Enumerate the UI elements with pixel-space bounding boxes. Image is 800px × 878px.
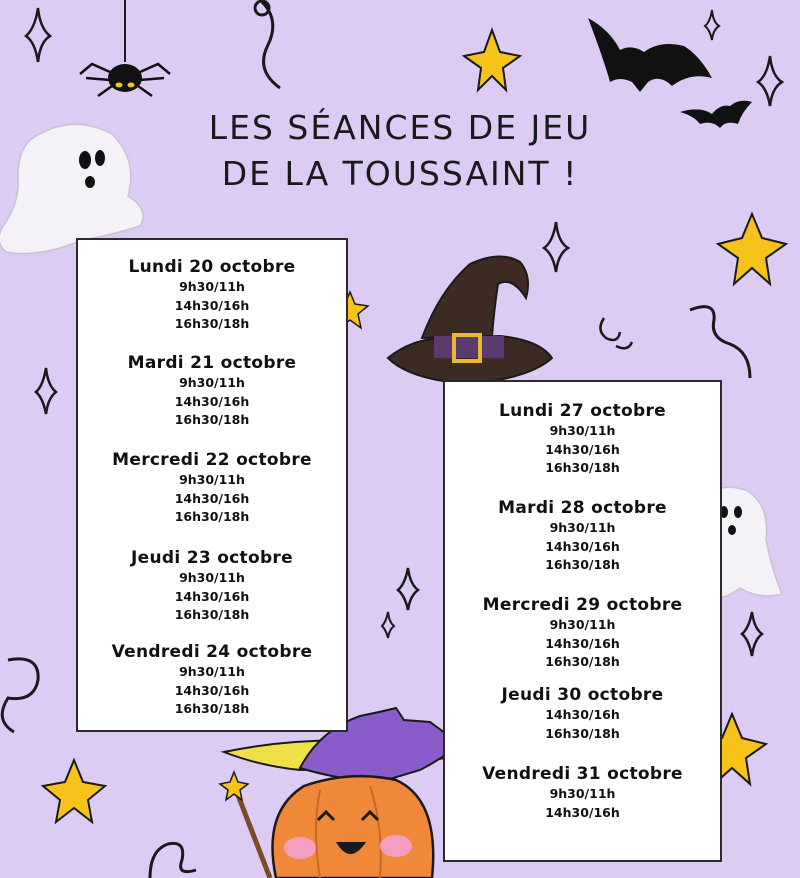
schedule-day	[445, 497, 720, 575]
time-slot: 16h30/18h	[545, 654, 620, 669]
spider-icon	[80, 0, 170, 96]
day-name: Vendredi 24 octobre	[111, 642, 313, 662]
swirl-icon	[600, 318, 632, 348]
title-line-1: LES SÉANCES DE JEU	[208, 108, 592, 147]
title-line-2: DE LA TOUSSAINT !	[221, 154, 579, 193]
sparkle-icon	[705, 10, 719, 40]
sparkle-icon	[758, 56, 782, 106]
time-slot: 16h30/18h	[174, 701, 250, 716]
time-slot: 9h30/11h	[549, 617, 616, 632]
time-slot: 14h30/16h	[174, 393, 250, 409]
sparkle-icon	[398, 568, 418, 610]
time-slot: 14h30/16h	[545, 635, 620, 651]
schedule-day	[78, 547, 346, 625]
schedule-card-week-1	[76, 238, 348, 732]
schedule-day	[445, 400, 720, 478]
star-icon	[718, 214, 786, 284]
time-slot: 16h30/18h	[545, 557, 620, 572]
time-slot: 9h30/11h	[549, 786, 616, 801]
schedule-card-week-2	[443, 380, 722, 862]
day-name: Jeudi 23 octobre	[131, 548, 293, 568]
time-slot: 14h30/16h	[174, 588, 250, 604]
day-name: Vendredi 31 octobre	[482, 764, 683, 784]
swirl-icon	[150, 843, 196, 878]
sparkle-icon	[36, 368, 56, 414]
witch-hat-icon	[388, 256, 552, 384]
time-slot: 9h30/11h	[179, 664, 245, 679]
sparkle-icon	[544, 222, 568, 272]
time-slot: 16h30/18h	[174, 316, 250, 331]
time-slot: 16h30/18h	[174, 607, 250, 622]
day-name: Mardi 28 octobre	[498, 498, 667, 518]
day-name: Lundi 27 octobre	[499, 401, 666, 421]
time-slot: 16h30/18h	[174, 412, 250, 427]
time-slot: 9h30/11h	[179, 375, 245, 390]
time-slot: 14h30/16h	[545, 441, 620, 457]
sparkle-icon	[26, 8, 50, 62]
time-slot: 9h30/11h	[179, 570, 245, 585]
swirl-icon	[690, 307, 750, 378]
day-name: Jeudi 30 octobre	[501, 685, 664, 705]
schedule-day	[78, 256, 346, 334]
time-slot: 9h30/11h	[549, 423, 616, 438]
time-slot: 9h30/11h	[179, 472, 245, 487]
time-slot: 9h30/11h	[179, 279, 245, 294]
page-title	[0, 105, 800, 197]
schedule-day	[445, 763, 720, 822]
sparkle-icon	[742, 612, 762, 656]
day-name: Lundi 20 octobre	[128, 257, 296, 277]
schedule-day	[445, 594, 720, 672]
schedule-day	[445, 684, 720, 743]
time-slot: 16h30/18h	[545, 725, 620, 741]
swirl-icon	[2, 659, 38, 732]
time-slot: 16h30/18h	[174, 509, 250, 524]
time-slot: 14h30/16h	[174, 490, 250, 506]
time-slot: 14h30/16h	[545, 804, 620, 820]
time-slot: 14h30/16h	[545, 707, 620, 722]
day-name: Mercredi 29 octobre	[482, 595, 683, 615]
star-icon	[43, 760, 105, 822]
day-name: Mardi 21 octobre	[127, 353, 297, 373]
star-icon	[220, 772, 248, 800]
time-slot: 14h30/16h	[545, 538, 620, 554]
sparkle-icon	[382, 612, 394, 638]
star-icon	[464, 30, 520, 90]
time-slot: 9h30/11h	[549, 520, 616, 535]
schedule-day	[78, 449, 346, 527]
time-slot: 14h30/16h	[174, 297, 250, 313]
pumpkin-icon	[220, 708, 470, 878]
schedule-day	[78, 641, 346, 719]
time-slot: 14h30/16h	[174, 682, 250, 698]
time-slot: 16h30/18h	[545, 460, 620, 475]
schedule-day	[78, 352, 346, 430]
bat-icon	[588, 18, 712, 92]
day-name: Mercredi 22 octobre	[112, 450, 312, 470]
